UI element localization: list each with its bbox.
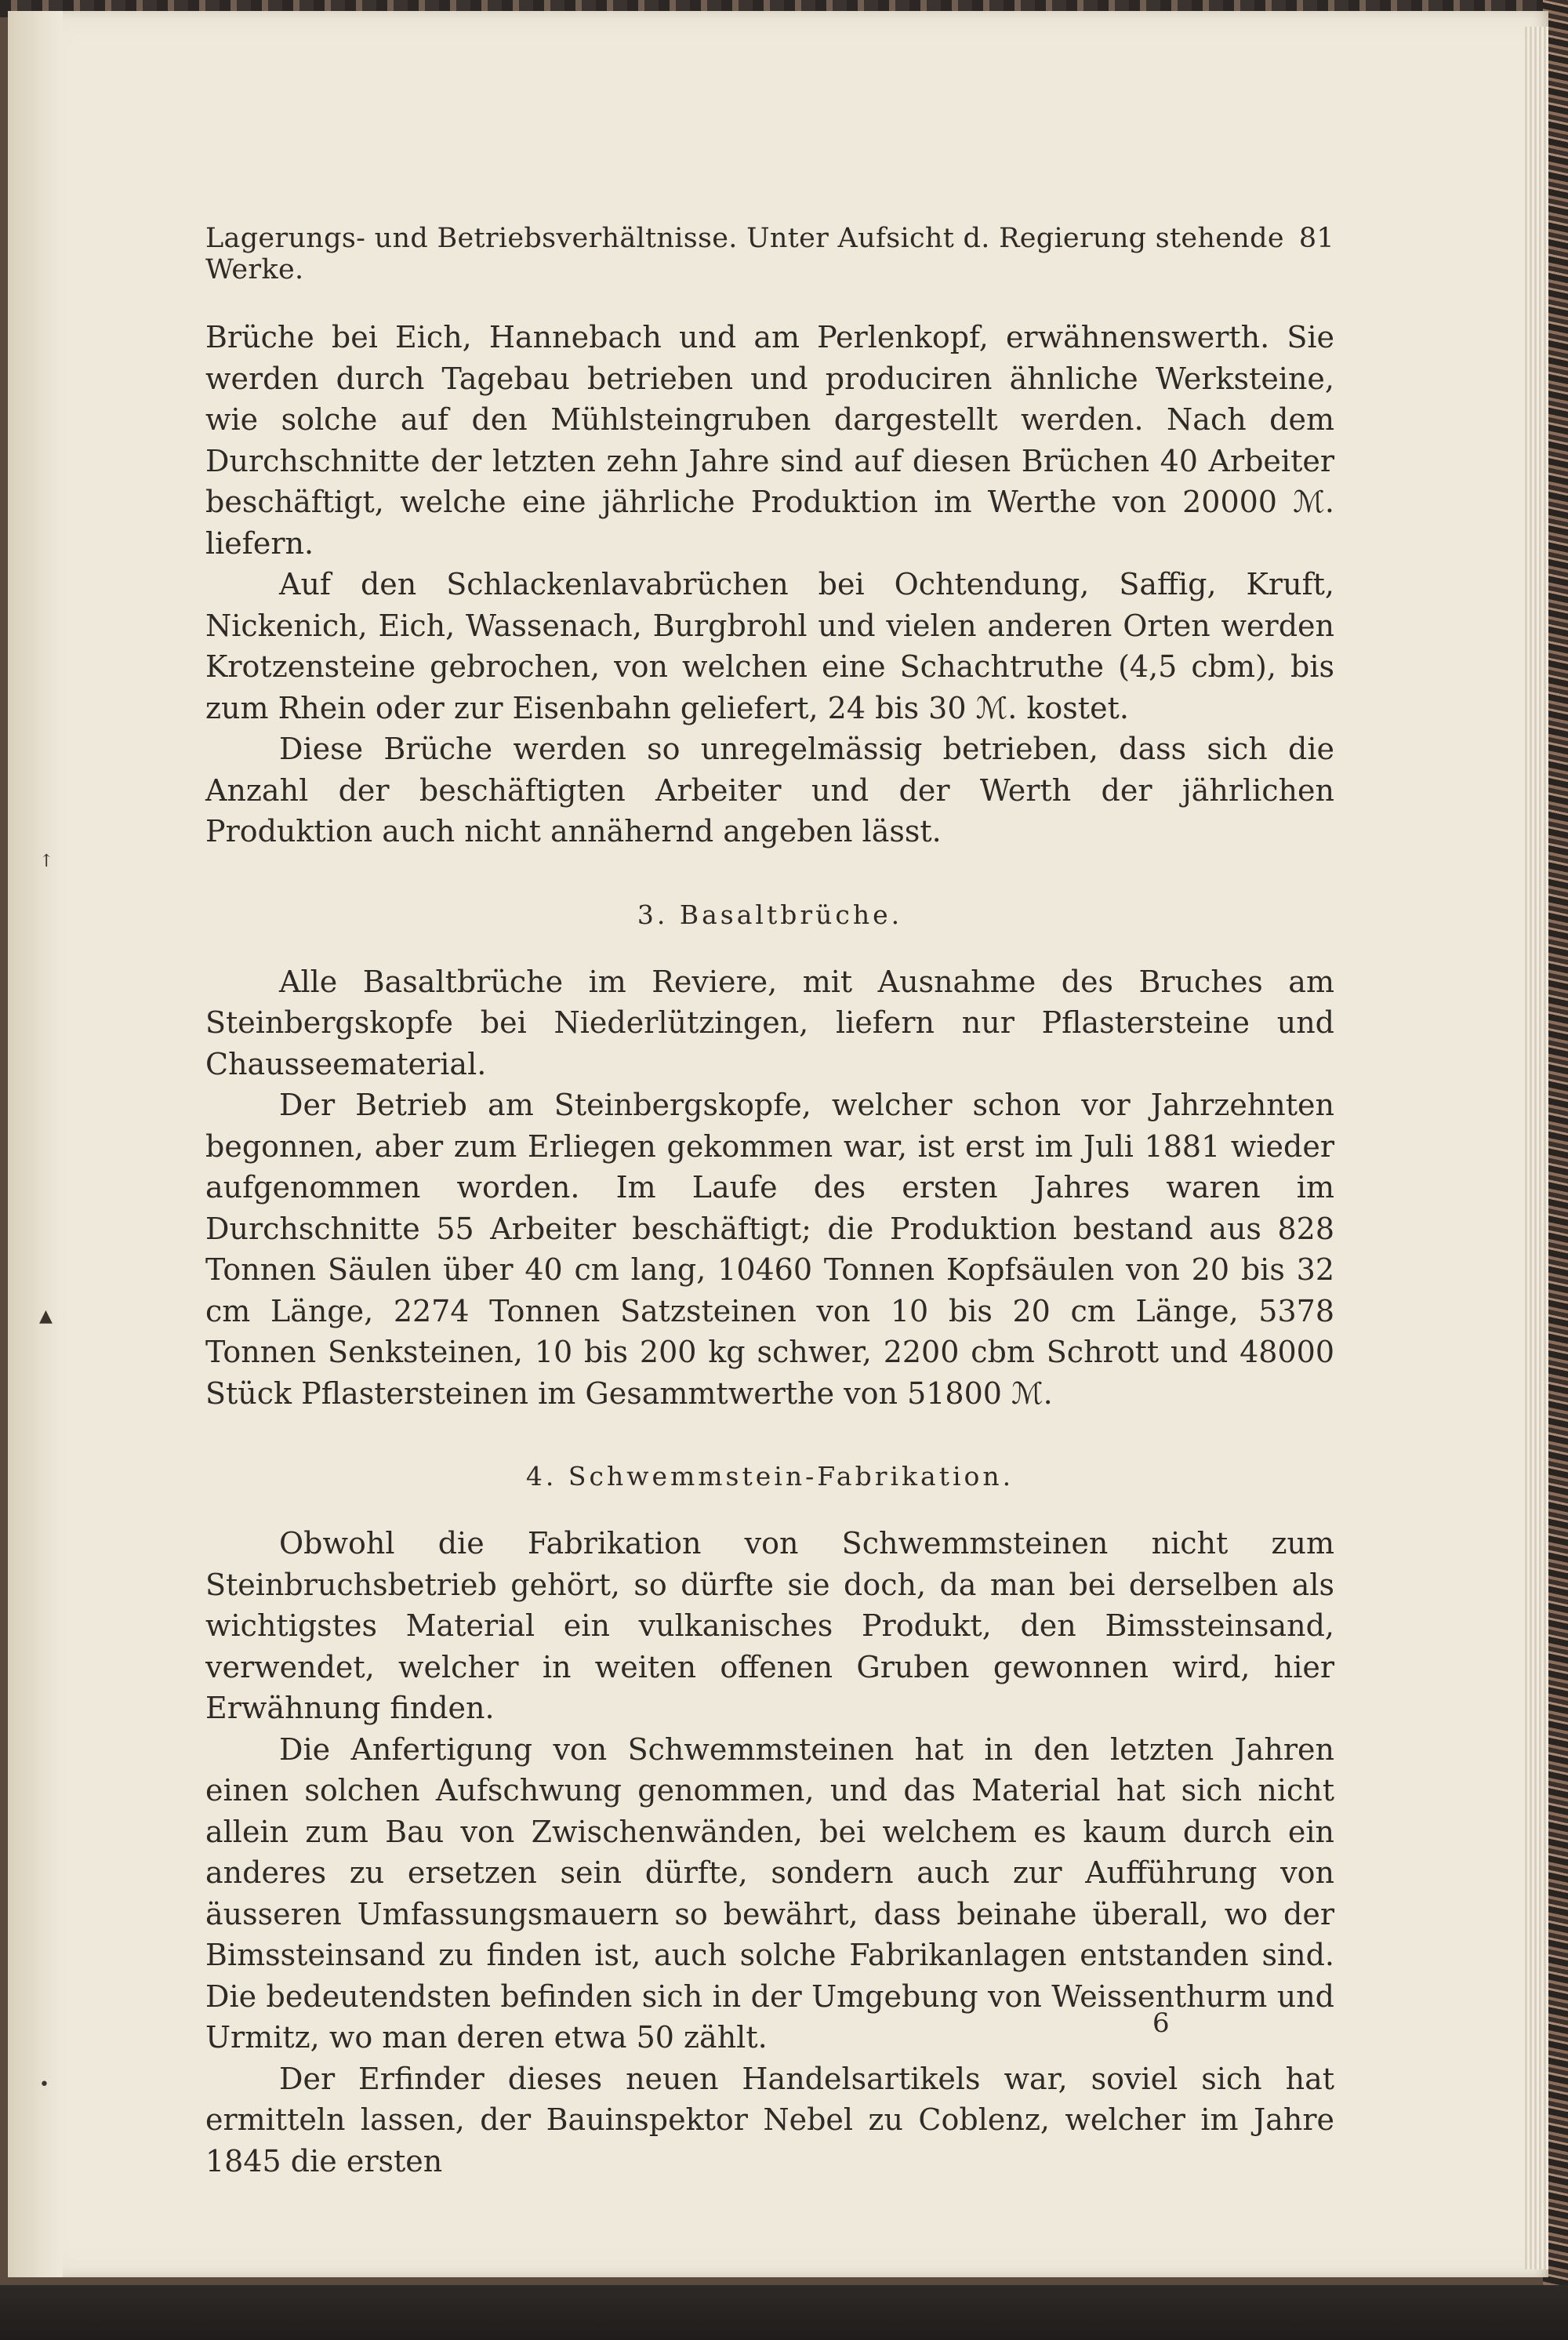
- paragraph: Auf den Schlackenlavabrüchen bei Ochtendung, Saffig, Kruft, Nickenich, Eich, Wassenach, Burgbrohl und vielen anderen Orten werden Krotzensteine gebrochen, von welchen eine Schachtruthe (4,5 cbm), bis zum Rhein oder zur Eisenbahn geliefert, 24 bis 30 ℳ. kostet.: [205, 567, 1334, 725]
- margin-mark-icon: •: [39, 2075, 49, 2095]
- paragraph: Der Betrieb am Steinbergskopfe, welcher schon vor Jahrzehnten begonnen, aber zum Erliegen gekommen war, ist erst im Juli 1881 wieder aufgenommen worden. Im Laufe des ersten Jahres waren im Durchschnitte 55 Arbeiter beschäftigt; die Produktion bestand aus 828 Tonnen Säulen über 40 cm lang, 10460 Tonnen Kopfsäulen von 20 bis 32 cm Länge, 2274 Tonnen Satzsteinen von 10 bis 20 cm Länge, 5378 Tonnen Senksteinen, 10 bis 200 kg schwer, 2200 cbm Schrott und 48000 Stück Pflastersteinen im Gesammtwerthe von 51800 ℳ.: [205, 1088, 1334, 1411]
- paragraph: Diese Brüche werden so unregelmässig betrieben, dass sich die Anzahl der beschäftigten Arbeiter und der Werth der jährlichen Produktion auch nicht annähernd angeben lässt.: [205, 732, 1334, 848]
- scan-backdrop-bottom: [0, 2285, 1568, 2340]
- margin-mark-icon: ↑: [39, 852, 54, 871]
- running-head-title: Lagerungs- und Betriebsverhältnisse. Unter Aufsicht d. Regierung stehende Werke.: [205, 223, 1284, 285]
- paragraph: Alle Basaltbrüche im Reviere, mit Ausnahme des Bruches am Steinbergskopfe bei Niederlützingen, liefern nur Pflastersteine und Chausseematerial.: [205, 964, 1334, 1081]
- paragraph: Obwohl die Fabrikation von Schwemmsteinen nicht zum Steinbruchsbetrieb gehört, so dürfte sie doch, da man bei derselben als wichtigstes Material ein vulkanisches Produkt, den Bimssteinsand, verwendet, welcher in weiten offenen Gruben gewonnen wird, hier Erwähnung finden.: [205, 1526, 1334, 1725]
- paragraph: Die Anfertigung von Schwemmsteinen hat in den letzten Jahren einen solchen Aufschwung genommen, und das Material hat sich nicht allein zum Bau von Zwischenwänden, bei welchem es kaum durch ein anderes zu ersetzen sein dürfte, sondern auch zur Aufführung von äusseren Umfassungsmauern so bewährt, dass beinahe überall, wo der Bimssteinsand zu finden ist, auch solche Fabrikanlagen entstanden sind. Die bedeutendsten befinden sich in der Umgebung von Weissenthurm und Urmitz, wo man deren etwa 50 zählt.: [205, 1731, 1334, 2055]
- running-head: [205, 223, 1334, 285]
- page-content: [205, 223, 1334, 2182]
- signature-mark: 6: [1152, 2008, 1170, 2039]
- page-number: 81: [1298, 223, 1334, 254]
- paragraph: Der Erfinder dieses neuen Handelsartikels war, soviel sich hat ermitteln lassen, der Bauinspektor Nebel zu Coblenz, welcher im Jahre 1845 die ersten: [205, 2061, 1334, 2178]
- section-heading: 3. Basaltbrüche.: [637, 899, 903, 930]
- paragraph: Brüche bei Eich, Hannebach und am Perlenkopf, erwähnenswerth. Sie werden durch Tagebau betrieben und produciren ähnliche Werksteine, wie solche auf den Mühlsteingruben dargestellt werden. Nach dem Durchschnitte der letzten zehn Jahre sind auf diesen Brüchen 40 Arbeiter beschäftigt, welche eine jährliche Produktion im Werthe von 20000 ℳ. liefern.: [205, 320, 1334, 561]
- page-edge-stack: [1525, 27, 1548, 2269]
- page-gutter-shadow: [8, 11, 63, 2277]
- section-heading: 4. Schwemmstein-Fabrikation.: [525, 1461, 1014, 1492]
- margin-mark-icon: ▲: [39, 1306, 53, 1326]
